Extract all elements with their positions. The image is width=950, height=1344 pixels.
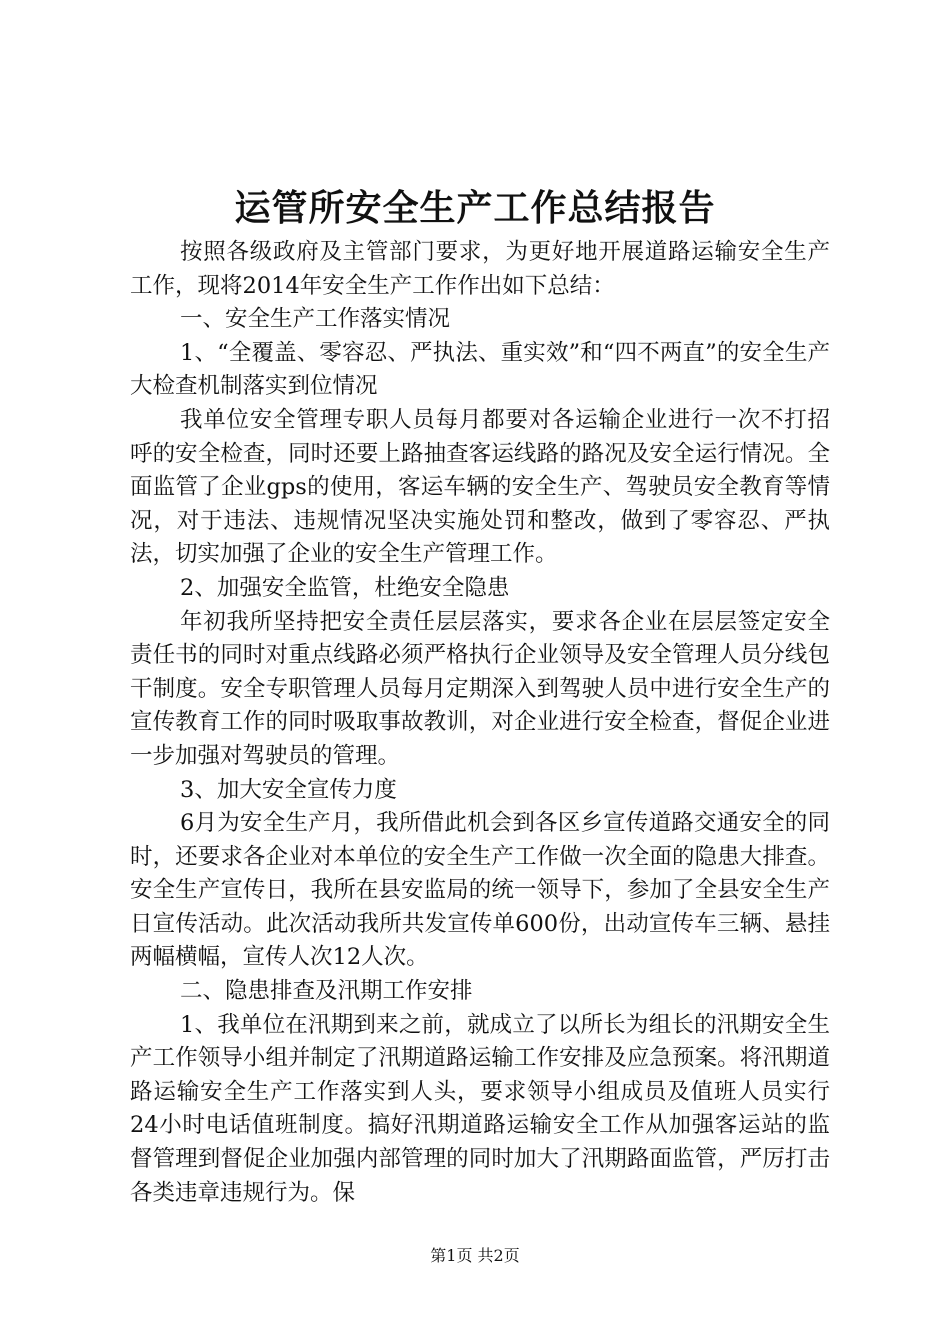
document-body xyxy=(130,236,830,1210)
paragraph-1-2: 年初我所坚持把安全责任层层落实，要求各企业在层层签定安全责任书的同时对重点线路必须严格执行企业领导及安全管理人员分线包干制度。安全专职管理人员每月定期深入到驾驶人员中进行安全生产的宣传教育工作的同时吸取事故教训，对企业进行安全检查，督促企业进一步加强对驾驶员的管理。 xyxy=(130,608,830,769)
subheading-1-1: 1、“全覆盖、零容忍、严执法、重实效”和“四不两直”的安全生产大检查机制落实到位情况 xyxy=(130,339,830,400)
page-footer: 第1页 共2页 xyxy=(430,1246,520,1265)
subheading-1-2: 2、加强安全监管，杜绝安全隐患 xyxy=(180,574,510,601)
paragraph-intro: 按照各级政府及主管部门要求，为更好地开展道路运输安全生产工作，现将2014年安全生产工作作出如下总结： xyxy=(130,239,830,299)
document-title: 运管所安全生产工作总结报告 xyxy=(234,188,716,229)
subheading-1-3: 3、加大安全宣传力度 xyxy=(180,776,397,803)
section-heading-2: 二、隐患排查及汛期工作安排 xyxy=(180,978,473,1005)
paragraph-1-1: 我单位安全管理专职人员每月都要对各运输企业进行一次不打招呼的安全检查，同时还要上路抽查客运线路的路况及安全运行情况。全面监管了企业gps的使用，客运车辆的安全生产、驾驶员安全教育等情况，对于违法、违规情况坚决实施处罚和整改，做到了零容忍、严执法，切实加强了企业的安全生产管理工作。 xyxy=(130,406,830,568)
paragraph-1-3: 6月为安全生产月，我所借此机会到各区乡宣传道路交通安全的同时，还要求各企业对本单位的安全生产工作做一次全面的隐患大排查。安全生产宣传日，我所在县安监局的统一领导下，参加了全县安全生产日宣传活动。此次活动我所共发宣传单600份，出动宣传车三辆、悬挂两幅横幅，宣传人次12人次。 xyxy=(130,810,830,971)
section-heading-1: 一、安全生产工作落实情况 xyxy=(180,306,451,333)
paragraph-2-1: 1、我单位在汛期到来之前，就成立了以所长为组长的汛期安全生产工作领导小组并制定了汛期道路运输工作安排及应急预案。将汛期道路运输安全生产工作落实到人头，要求领导小组成员及值班人员实行24小时电话值班制度。搞好汛期道路运输安全工作从加强客运站的监督管理到督促企业加强内部管理的同时加大了汛期路面监管，严厉打击各类违章违规行为。保 xyxy=(130,1011,830,1206)
